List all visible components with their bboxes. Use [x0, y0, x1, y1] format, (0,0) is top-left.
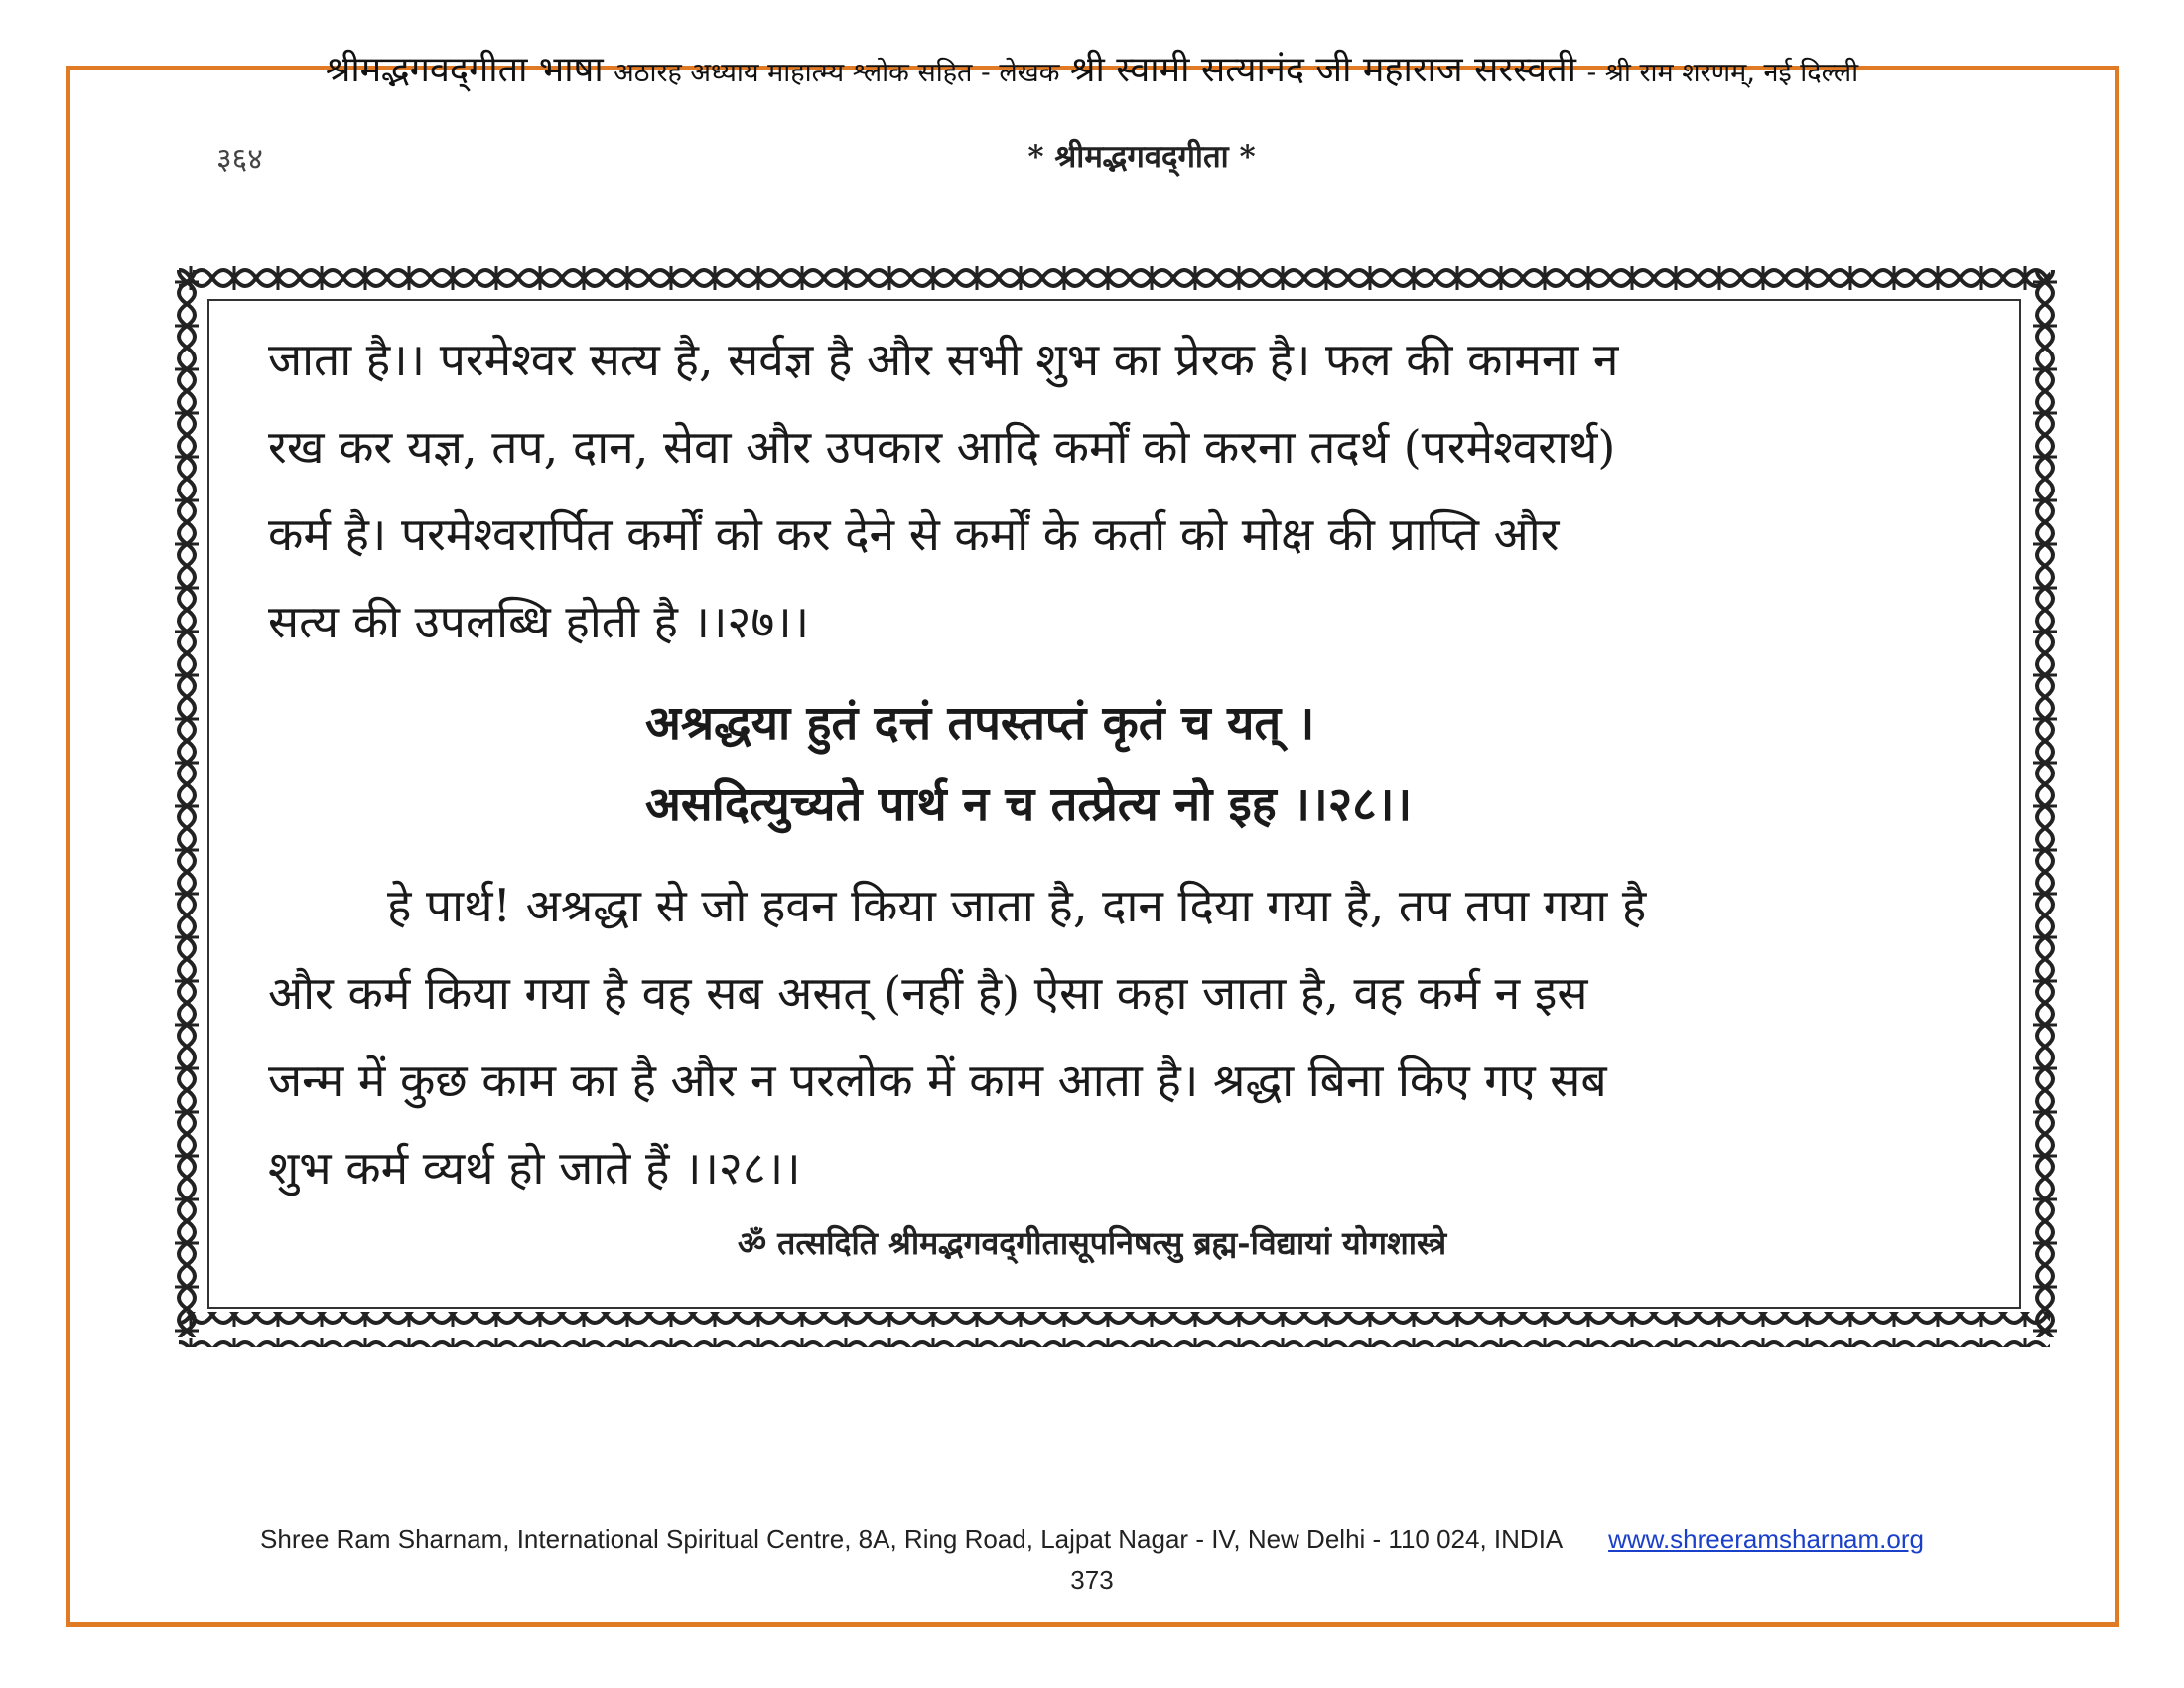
website-link[interactable]: www.shreeramsharnam.org [1608, 1524, 1924, 1554]
paragraph-line: जाता है।। परमेश्वर सत्य है, सर्वज्ञ है और सभी शुभ का प्रेरक है। फल की कामना न [268, 333, 1619, 386]
paragraph-line: शुभ कर्म व्यर्थ हो जाते हैं ।।२८।। [268, 1141, 801, 1195]
paragraph-line: हे पार्थ! अश्रद्धा से जो हवन किया जाता है, दान दिया गया है, तप तपा गया है [387, 879, 1647, 932]
document-header [0, 44, 2184, 92]
sanskrit-verse [268, 683, 1976, 846]
paragraph-line: रख कर यज्ञ, तप, दान, सेवा और उपकार आदि कर्मों को करना तदर्थ (परमेश्वरार्थ) [268, 420, 1616, 474]
header-title-gita: श्रीमद्भगवद्‌गीता भाषा [325, 50, 604, 90]
header-subtitle: अठारह अध्याय माहात्म्य श्लोक सहित - लेखक [614, 58, 1060, 88]
header-publisher: - श्री राम शरणम्, नई दिल्ली [1586, 58, 1859, 88]
footer-page-number: 373 [1070, 1565, 1114, 1595]
verse-line: अश्रद्धया हुतं दत्तं तपस्तप्तं कृतं च यत् । [645, 696, 1315, 751]
footer [0, 1524, 2184, 1555]
book-page-number: ३६४ [216, 142, 263, 177]
footer-address: Shree Ram Sharnam, International Spiritual Centre, 8A, Ring Road, Lajpat Nagar - IV, New Delhi - 110 024, INDIA [260, 1524, 1562, 1554]
running-head: * श्रीमद्भगवद्‌गीता * [1027, 139, 1256, 175]
header-author: श्री स्वामी सत्यानंद जी महाराज सरस्वती [1069, 50, 1576, 90]
scanned-page-body [268, 316, 1976, 1211]
paragraph-line: सत्य की उपलब्धि होती है ।।२७।। [268, 595, 810, 648]
verse-line: असदित्युच्यते पार्थ न च तत्प्रेत्य नो इह ।।२८।। [645, 777, 1413, 832]
paragraph-line: और कर्म किया गया है वह सब असत् (नहीं है) ऐसा कहा जाता है, वह कर्म न इस [268, 966, 1588, 1020]
paragraph-line: जन्म में कुछ काम का है और न परलोक में काम आता है। श्रद्धा बिना किए गए सब [268, 1054, 1607, 1107]
chapter-colophon: ॐ तत्सदिति श्रीमद्भगवद्‌गीतासूपनिषत्सु ब्रह्म-विद्यायां योगशास्त्रे [737, 1224, 1447, 1262]
paragraph-line: कर्म है। परमेश्वरार्पित कर्मों को कर देने से कर्मों के कर्ता को मोक्ष की प्राप्ति और [268, 507, 1560, 561]
